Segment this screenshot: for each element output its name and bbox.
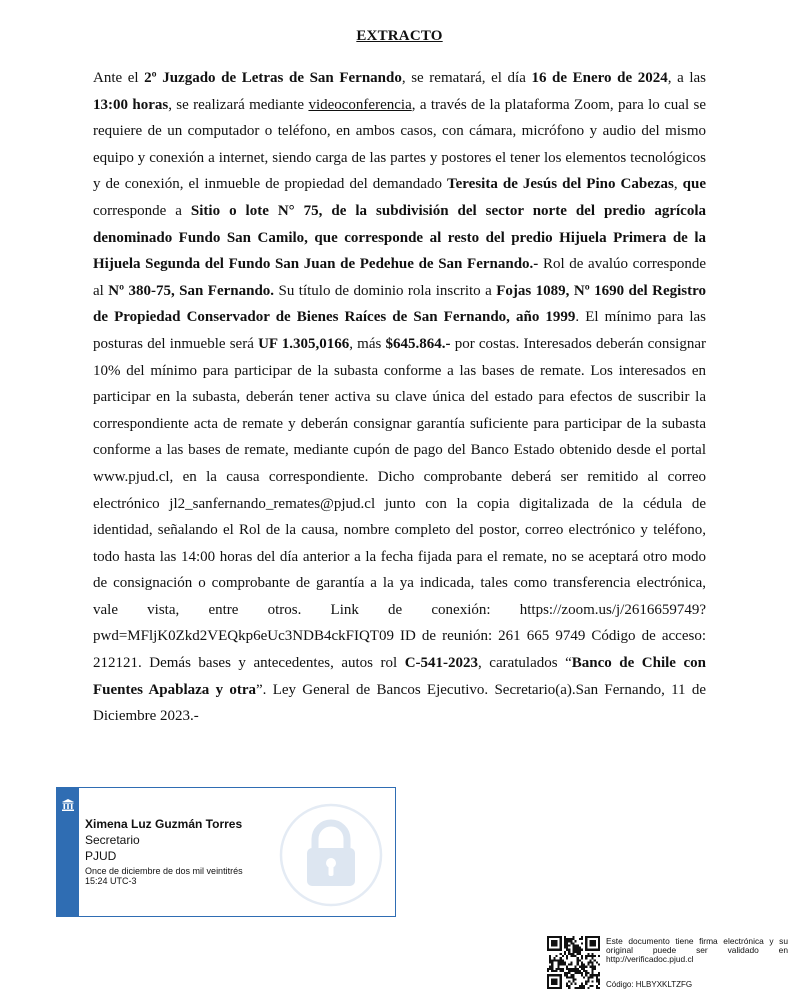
- body-text: Rol de avalúo corresponde al: [93, 256, 706, 299]
- bold-text: que: [682, 176, 706, 193]
- signer-name: Ximena Luz Guzmán Torres: [85, 817, 243, 831]
- bold-text: 13:00 horas: [93, 96, 169, 113]
- body-text: por costas. Interesados deberán consignar 10% del mínimo para participar de la subasta conforme a las bases de remate. Los interesados en participar en la subasta, deberán tener activa su clave única del estado para efectos de suscribir la correspondiente acta de remate y deberán consignar garantía suficiente para participar de la subasta conforme a las bases de remate, mediante cupón de pago del Banco Estado obtenido desde el portal www.pjud.cl, en la causa correspondiente. Dicho comprobante deberá ser remitido al correo electrónico jl2_sanfernando_remates@pjud.cl junto con la copia digitalizada de la cédula de identidad, señalando el Rol de la causa, nombre completo del postor, correo electrónico y teléfono, todo hasta las 14:00 horas del día anterior a la fecha fijada para el remate, no se aceptará otro modo de consignación o comprobante de garantía a la ya indicada, tales como transferencia electrónica, vale vista, entre otros. Link de conexión: https://zoom.us/j/2616659749?pwd=MFljK0Zkd2VEQkp6eUc3NDB4ckFIQT09 ID de reunión: 261 665 9749 Código de acceso: 212121. Demás bases y antecedentes, autos rol: [93, 335, 706, 672]
- bold-text: Fojas 1089, Nº 1690 del Registro de Propiedad Conservador de Bienes Raíces de San Fernando, año 1999: [93, 282, 707, 326]
- bold-text: Teresita de Jesús del Pino Cabezas: [446, 176, 674, 193]
- bold-text: Banco de Chile con Fuentes Apablaza y otra: [93, 655, 706, 698]
- body-text: , se realizará mediante: [168, 96, 309, 113]
- lock-watermark-icon: [279, 803, 383, 907]
- institution-icon: [61, 798, 75, 812]
- body-text: corresponde a: [93, 202, 191, 219]
- body-text: . El mínimo para las posturas del inmueble será: [93, 309, 706, 352]
- bold-text: UF 1.305,0166: [258, 335, 350, 352]
- signature-date: [85, 866, 243, 886]
- body-text: , más: [349, 335, 386, 352]
- bold-text: 2º Juzgado de Letras de San Fernando: [144, 70, 402, 86]
- body-text: Su título de dominio rola inscrito a: [274, 282, 497, 299]
- signature-side-bar: [57, 788, 79, 916]
- underlined-text: videoconferencia: [308, 96, 412, 113]
- verification-note: Este documento tiene firma electrónica y su original puede ser validado en http://verificadoc.pjud.cl: [606, 936, 788, 965]
- signature-time: 15:24 UTC-3: [85, 876, 137, 886]
- body-text: ”. Ley General de Bancos Ejecutivo. Secretario(a).San Fernando, 11 de Diciembre 2023.-: [93, 681, 706, 725]
- body-text: Ante el: [93, 70, 145, 86]
- body-text: , caratulados “: [478, 655, 572, 672]
- body-text: , se rematará, el día: [401, 70, 532, 86]
- verification-area: [547, 936, 792, 992]
- bold-text: Nº 380-75, San Fernando.: [108, 282, 275, 299]
- body-text: , a través de la plataforma Zoom, para lo cual se requiere de un computador o teléfono, en ambos casos, con cámara, micrófono y audio del mismo equipo y conexión a internet, siendo carga de las partes y postores el tener los elementos tecnológicos y de conexión, el inmueble de propiedad del demandado: [93, 96, 706, 193]
- signature-details: [85, 816, 243, 886]
- signer-organization: PJUD: [85, 849, 117, 863]
- bold-text: C-541-2023: [404, 655, 479, 672]
- document-body: [93, 65, 706, 730]
- signer-role: Secretario: [85, 833, 140, 847]
- signature-date-text: Once de diciembre de dos mil veintitrés: [85, 866, 243, 876]
- bold-text: 16 de Enero de 2024: [531, 70, 668, 86]
- bold-text: Sitio o lote N° 75, de la subdivisión del sector norte del predio agrícola denominado Fundo San Camilo, que corresponde al resto del predio Hijuela Primera de la Hijuela Segunda del Fundo San Juan de Pedehue de San Fernando.-: [93, 202, 706, 273]
- qr-code-icon: [547, 936, 600, 989]
- body-text: , a las: [667, 70, 706, 86]
- electronic-signature-box: [56, 787, 396, 917]
- document-title: EXTRACTO: [356, 28, 443, 44]
- verification-code: Código: HLBYXKLTZFG: [606, 980, 693, 989]
- bold-text: $645.864.-: [385, 335, 451, 352]
- body-text: ,: [673, 176, 683, 193]
